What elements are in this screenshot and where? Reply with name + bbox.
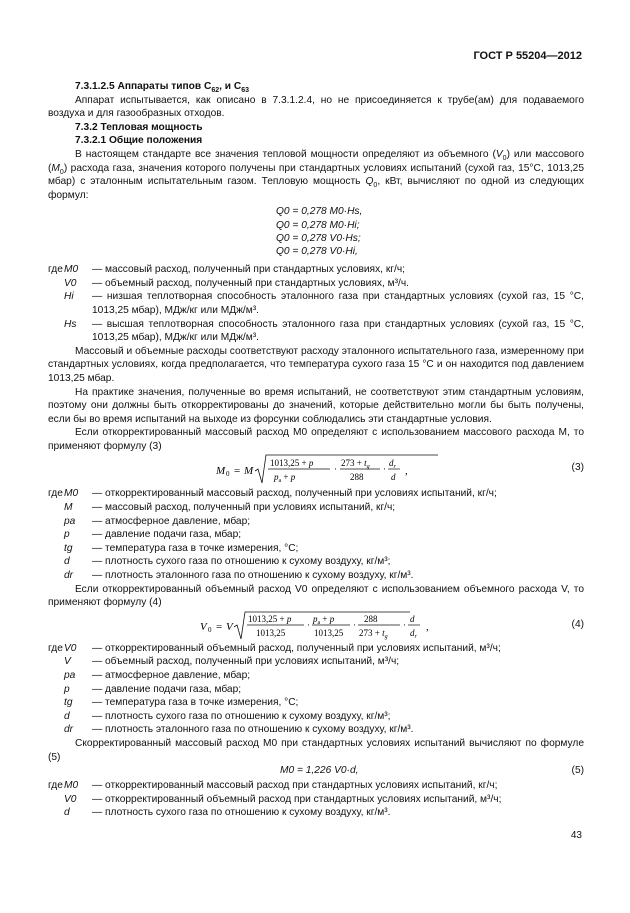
paragraph-mass-volume: Массовый и объемные расходы соответствуют расходу эталонного испытательного газа, измеренному при стандартных условиях, когда предполагается, что температура сухого газа 15 °C и он находится под давлением 1013,25 мбар. xyxy=(48,345,584,384)
paragraph-corrected-standard: Скорректированный массовый расход M0 при стандартных условиях испытаний вычисляют по формуле (5) xyxy=(48,737,584,763)
formula-q0-1: Q0 = 0,278 M0·Hs, xyxy=(276,206,363,218)
svg-text:pa + p: $p_a + p$ xyxy=(313,613,335,626)
svg-text:·: · xyxy=(353,619,356,630)
svg-text:288: 288 xyxy=(364,613,378,624)
svg-text:d: d xyxy=(391,472,396,483)
svg-text:1013,25 + p: 1013,25 + p xyxy=(270,458,314,469)
svg-text:dr: $d_r$ xyxy=(389,458,396,471)
definition-item: V0 — объемный расход, полученный при стандартных условиях, м³/ч. xyxy=(64,277,409,289)
svg-text:M: M xyxy=(244,465,254,478)
svg-text:1013,25: 1013,25 xyxy=(314,627,344,638)
heading-7-3-2: 7.3.2 Тепловая мощность xyxy=(75,121,203,133)
svg-text:V: V xyxy=(200,620,207,633)
definitions-list-1 xyxy=(48,263,584,345)
svg-text:·: · xyxy=(334,464,337,475)
definition-item: tg — температура газа в точке измерения, °C; xyxy=(64,697,299,709)
definition-item: где V0 — откорректированный объемный расход, полученный при условиях испытаний, м³/ч; xyxy=(48,642,501,654)
svg-text:·: · xyxy=(383,464,386,475)
formula-q0-4: Q0 = 0,278 V0·Hi, xyxy=(276,245,358,257)
equation-3-graphic xyxy=(48,453,548,487)
svg-text:1013,25: 1013,25 xyxy=(256,627,286,638)
paragraph-corrected-volume: Если откорректированный объемный расход V0 определяют с использованием объемного расхода V, то применяют формулу (4) xyxy=(48,583,584,609)
svg-text:,: , xyxy=(405,465,408,478)
equation-4-graphic xyxy=(48,610,548,642)
definition-item: dr — плотность эталонного газа по отношению к сухому воздуху, кг/м³. xyxy=(64,570,414,582)
definition-item: где M0 — откорректированный массовый расход при стандартных условиях испытаний, кг/ч; xyxy=(48,780,498,792)
definition-item: d — плотность сухого газа по отношению к сухому воздуху, кг/м³; xyxy=(64,710,391,722)
definition-item: где M0 — массовый расход, полученный при стандартных условиях, кг/ч; xyxy=(48,264,405,276)
header-title: ГОСТ Р 55204—2012 xyxy=(473,50,582,62)
document-body xyxy=(48,80,584,820)
equation-5 xyxy=(48,764,584,779)
equation-4-number: (4) xyxy=(571,618,584,630)
definition-item: M — массовый расход, полученный при условиях испытаний, кг/ч; xyxy=(64,502,396,514)
formula-q0-2: Q0 = 0,278 M0·Hi; xyxy=(276,219,360,231)
definition-item: V0 — откорректированный объемный расход при стандартных условиях испытаний, м³/ч; xyxy=(64,793,502,805)
definitions-list-5 xyxy=(48,779,584,820)
paragraph-practice: На практике значения, полученные во время испытаний, не соответствуют этим стандартным условиям, поэтому они должны быть откорректированы до значений, которые действительно могли бы быть получены, если бы во время испытаний на выходе из форсунки соблюдались эти стандартные условия. xyxy=(48,386,584,425)
paragraph-corrected-mass: Если откорректированный массовый расход M0 определяют с использованием массового расхода M, то применяют формулу (3) xyxy=(48,427,584,452)
svg-text:,: , xyxy=(426,620,429,633)
formula-list xyxy=(48,205,584,258)
equation-5-number: (5) xyxy=(571,765,584,777)
equation-4 xyxy=(48,610,584,642)
svg-text:273 + tg: $273 + t_g$ xyxy=(359,627,388,640)
equation-3 xyxy=(48,453,584,487)
definition-item: tg — температура газа в точке измерения, °C; xyxy=(64,542,299,554)
definition-item: pa — атмосферное давление, мбар; xyxy=(64,670,251,681)
svg-text:=: = xyxy=(216,620,223,633)
svg-text:288: 288 xyxy=(350,472,364,483)
definitions-list-4 xyxy=(48,642,584,737)
svg-text:·: · xyxy=(307,619,310,630)
equation-5-text: M0 = 1,226 V0·d, xyxy=(280,765,359,777)
definition-item: V — объемный расход, полученный при условиях испытаний, м³/ч; xyxy=(64,656,400,668)
paragraph-7-3-1-2-5: Аппарат испытывается, как описано в 7.3.1.2.4, но не присоединяется к трубе(ам) для подаваемого воздуха и для газообразных отходов. xyxy=(48,94,584,120)
heading-7-3-1-2-5: 7.3.1.2.5 Аппараты типов $C_{62}$, и $C_{63}$ xyxy=(75,81,250,95)
definition-item: d — плотность сухого газа по отношению к сухому воздуху, кг/м³; xyxy=(64,556,391,568)
svg-text:d: d xyxy=(410,613,415,624)
svg-text:pa + p: $p_a + p$ xyxy=(274,472,296,485)
svg-text:M: M xyxy=(216,465,226,478)
svg-text:1013,25 + p: 1013,25 + p xyxy=(248,613,292,624)
definition-item: p — давление подачи газа, мбар; xyxy=(64,529,242,541)
svg-text:V: V xyxy=(226,620,233,633)
definition-item: pa — атмосферное давление, мбар; xyxy=(64,515,251,527)
formula-q0-3: Q0 = 0,278 V0·Hs; xyxy=(276,232,361,244)
svg-text:·: · xyxy=(403,619,406,630)
paragraph-intro: В настоящем стандарте все значения тепловой мощности определяют из объемного $(V_0)$ или массового $(M_0)$ расхода газа, значения которого получены при стандартных условиях испытаний (сухой газ, 15°C, 1013,25 мбар) с эталонным испытательным газом. Тепловую мощность $Q_0$, кВт, вычисляют по одной из следующих формул: xyxy=(48,148,584,201)
equation-3-number: (3) xyxy=(571,462,584,474)
definition-item: dr — плотность эталонного газа по отношению к сухому воздуху, кг/м³. xyxy=(64,724,414,736)
definition-item: p — давление подачи газа, мбар; xyxy=(64,683,242,695)
definition-item: Hs — высшая теплотворная способность эталонного газа при стандартных условиях (сухой газ, 15 °C, 1013,25 мбар), МДж/кг или МДж/м³. xyxy=(64,318,584,344)
heading-7-3-2-1: 7.3.2.1 Общие положения xyxy=(75,135,203,147)
definition-item: где M0 — откорректированный массовый расход, полученный при условиях испытаний, кг/ч; xyxy=(48,488,497,500)
svg-text:0: 0 xyxy=(208,625,212,634)
definition-item: d — плотность сухого газа по отношению к сухому воздуху, кг/м³. xyxy=(64,807,391,819)
definition-item: Hi — низшая теплотворная способность эталонного газа при стандартных условиях (сухой газ, 15 °C, 1013,25 мбар), МДж/кг или МДж/м³. xyxy=(64,291,584,316)
page-number: 43 xyxy=(570,830,582,841)
definitions-list-3 xyxy=(48,487,584,582)
svg-text:0: 0 xyxy=(226,470,230,479)
svg-text:dr: $d_r$ xyxy=(410,627,417,640)
svg-text:=: = xyxy=(234,465,241,478)
svg-text:273 + tg: $273 + t_g$ xyxy=(341,458,370,471)
